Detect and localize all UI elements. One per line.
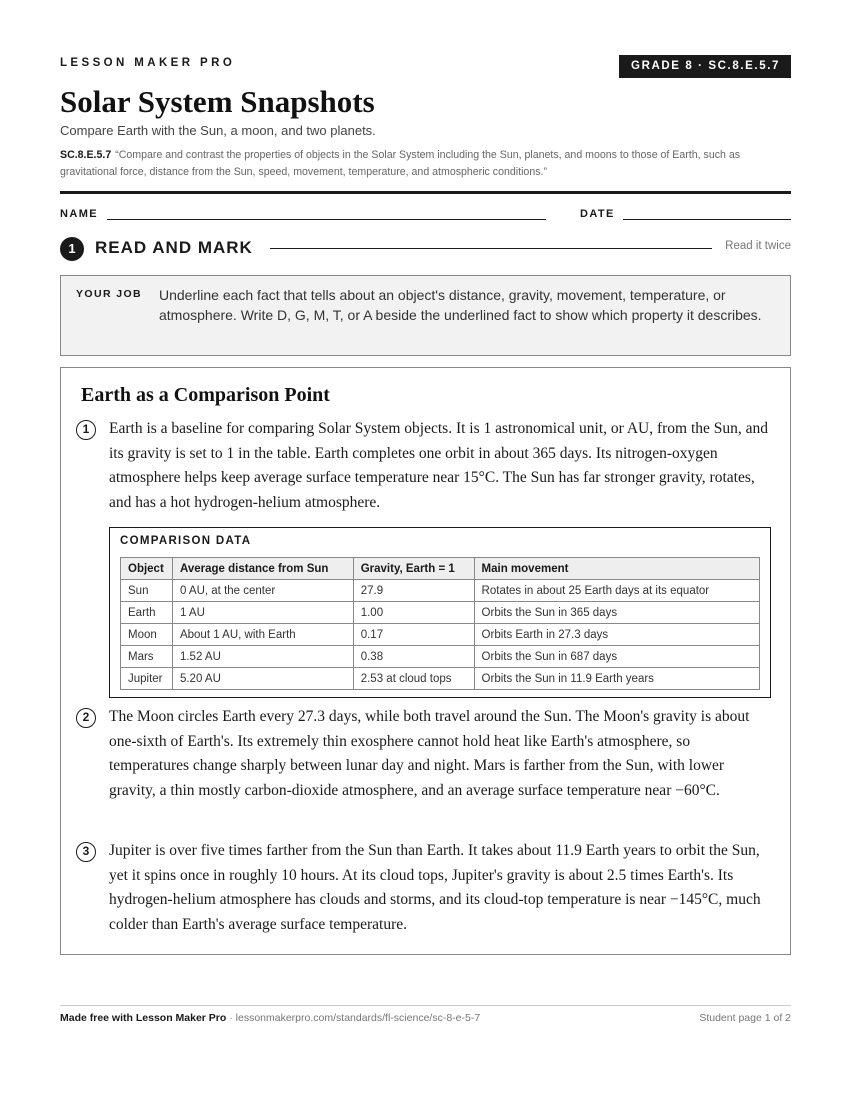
table-cell: Rotates in about 25 Earth days at its equator — [474, 580, 759, 602]
date-label: DATE — [580, 208, 615, 220]
table-cell: Mars — [121, 646, 173, 668]
table-cell: Orbits Earth in 27.3 days — [474, 624, 759, 646]
paragraph-text[interactable]: Earth is a baseline for comparing Solar System objects. It is 1 astronomical unit, or AU, from the Sun, and its gravity is set to 1 in the table. Earth completes one orbit in about 365 days. Its nitrogen-oxygen atmosphere helps keep average surface temperature near 15°C. The Sun has far stronger gravity, rotates, and has a hot hydrogen-helium atmosphere. — [109, 420, 769, 511]
paragraph-text[interactable]: The Moon circles Earth every 27.3 days, while both travel around the Sun. The Moon's gravity is about one-sixth of Earth's. Its extremely thin exosphere cannot hold heat like Earth's atmosphere, so temperatures change sharply between lunar day and night. Mars is farther from the Sun, with lower gravity, a thin mostly carbon-dioxide atmosphere, and an average surface temperature near −60°C. — [109, 708, 750, 799]
brand-name: LESSON MAKER PRO — [60, 57, 236, 69]
table-cell: Moon — [121, 624, 173, 646]
column-header: Gravity, Earth = 1 — [353, 558, 474, 580]
table-row — [121, 580, 760, 602]
page-subtitle: Compare Earth with the Sun, a moon, and two planets. — [60, 123, 376, 138]
table-cell: 2.53 at cloud tops — [353, 668, 474, 690]
table-header-row — [121, 558, 760, 580]
grade-badge: GRADE 8 · SC.8.E.5.7 — [619, 55, 791, 78]
footer-made-with: Made free with Lesson Maker Pro — [60, 1012, 227, 1024]
table-cell: 1.00 — [353, 602, 474, 624]
table-cell: Jupiter — [121, 668, 173, 690]
name-line[interactable] — [107, 219, 546, 220]
section-divider — [270, 248, 712, 249]
footer-separator: · — [226, 1012, 236, 1024]
footer-credit — [60, 1012, 480, 1024]
table-cell: 0.38 — [353, 646, 474, 668]
paragraph-number: 2 — [76, 708, 96, 728]
table-cell: About 1 AU, with Earth — [172, 624, 353, 646]
table-cell: Orbits the Sun in 687 days — [474, 646, 759, 668]
table-cell: 27.9 — [353, 580, 474, 602]
standard-text: “Compare and contrast the properties of objects in the Solar System including the Sun, planets, and moons to those of Earth, such as gravitational force, distance from the Sun, speed, movement, temperature, and atmospheric conditions.” — [60, 149, 741, 178]
reading-passage — [60, 367, 791, 955]
paragraph-number: 1 — [76, 420, 96, 440]
table-cell: 1.52 AU — [172, 646, 353, 668]
table-row — [121, 646, 760, 668]
instructions-label: YOUR JOB — [76, 288, 143, 300]
table-cell: 0.17 — [353, 624, 474, 646]
name-label: NAME — [60, 208, 98, 220]
instructions-text: Underline each fact that tells about an object's distance, gravity, movement, temperature, or atmosphere. Write D, G, M, T, or A beside the underlined fact to show which property it describes. — [159, 287, 762, 323]
column-header: Main movement — [474, 558, 759, 580]
comparison-data-label: COMPARISON DATA — [120, 535, 252, 547]
column-header: Average distance from Sun — [172, 558, 353, 580]
comparison-table — [120, 557, 760, 690]
footer-divider — [60, 1005, 791, 1006]
paragraph-number: 3 — [76, 842, 96, 862]
table-cell: 0 AU, at the center — [172, 580, 353, 602]
table-cell: 5.20 AU — [172, 668, 353, 690]
table-cell: Orbits the Sun in 11.9 Earth years — [474, 668, 759, 690]
table-row — [121, 624, 760, 646]
standard-code: SC.8.E.5.7 — [60, 149, 112, 161]
table-cell: Earth — [121, 602, 173, 624]
worksheet-page — [60, 0, 791, 1100]
section-note: Read it twice — [725, 240, 791, 252]
comparison-data-box — [109, 527, 771, 698]
footer-url[interactable]: lessonmakerpro.com/standards/fl-science/sc-8-e-5-7 — [235, 1012, 481, 1024]
column-header: Object — [121, 558, 173, 580]
section-title: READ AND MARK — [95, 238, 253, 257]
table-row — [121, 602, 760, 624]
section-number-badge: 1 — [60, 237, 84, 261]
standard-statement — [60, 147, 780, 181]
date-line[interactable] — [623, 219, 791, 220]
table-cell: Orbits the Sun in 365 days — [474, 602, 759, 624]
passage-title: Earth as a Comparison Point — [81, 384, 330, 406]
table-row — [121, 668, 760, 690]
table-cell: Sun — [121, 580, 173, 602]
footer-page-number: Student page 1 of 2 — [699, 1012, 791, 1024]
page-title: Solar System Snapshots — [60, 84, 375, 119]
instructions-box — [60, 275, 791, 356]
table-cell: 1 AU — [172, 602, 353, 624]
paragraph-text[interactable]: Jupiter is over five times farther from the Sun than Earth. It takes about 11.9 Earth years to orbit the Sun, yet it spins once in roughly 10 hours. At its cloud tops, Jupiter's gravity is about 2.5 times Earth's. Its hydrogen-helium atmosphere has clouds and storms, and its cloud-top temperature is near −145°C, much colder than Earth's average surface temperature. — [109, 842, 761, 933]
header-divider — [60, 191, 791, 194]
